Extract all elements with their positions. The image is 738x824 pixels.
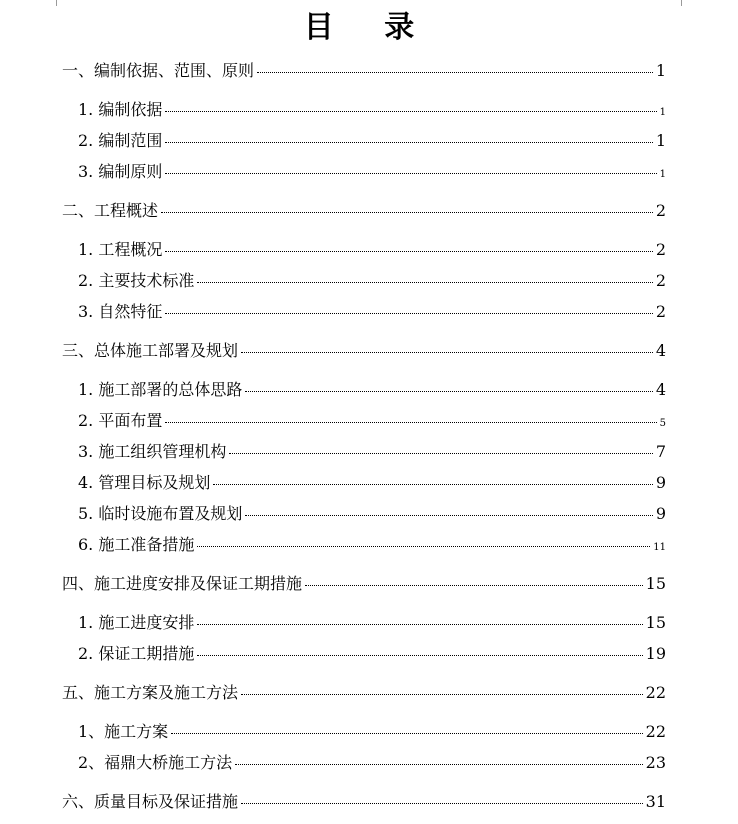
toc-entry-label: 1. 施工进度安排	[78, 613, 195, 632]
toc-entry[interactable]	[78, 720, 666, 744]
toc-entry[interactable]	[78, 300, 666, 324]
toc-dot-leader	[165, 142, 652, 143]
toc-dot-leader	[241, 803, 643, 804]
toc-entry[interactable]	[78, 751, 666, 775]
toc-entry[interactable]	[78, 440, 666, 464]
toc-entry-label: 2、福鼎大桥施工方法	[78, 753, 233, 772]
toc-entry[interactable]	[78, 642, 666, 666]
toc-entry-page-number: 2	[655, 240, 666, 259]
toc-entry-label: 4. 管理目标及规划	[78, 473, 211, 492]
toc-entry-label: 1、施工方案	[78, 722, 169, 741]
toc-entry-label: 一、编制依据、范围、原则	[62, 61, 255, 80]
toc-dot-leader	[241, 694, 643, 695]
toc-dot-leader	[305, 585, 643, 586]
toc-dot-leader	[229, 453, 652, 454]
toc-entry[interactable]	[78, 471, 666, 495]
toc-entry[interactable]	[78, 378, 666, 402]
toc-entry[interactable]	[78, 238, 666, 262]
toc-dot-leader	[197, 282, 652, 283]
toc-entry-page-number: 11	[653, 542, 666, 553]
toc-entry-page-number: 9	[655, 473, 666, 492]
toc-entry-page-number: 31	[645, 792, 666, 811]
toc-entry-label: 六、质量目标及保证措施	[62, 792, 239, 811]
toc-entry[interactable]	[78, 129, 666, 153]
toc-entry-page-number: 22	[645, 683, 666, 702]
toc-dot-leader	[197, 546, 650, 547]
toc-dot-leader	[197, 655, 642, 656]
toc-entry-label: 2. 编制范围	[78, 131, 163, 150]
toc-dot-leader	[165, 313, 652, 314]
toc-entry-label: 五、施工方案及施工方法	[62, 683, 239, 702]
toc-entry-page-number: 19	[645, 644, 666, 663]
toc-entry[interactable]	[62, 790, 666, 814]
toc-entry-label: 2. 主要技术标准	[78, 271, 195, 290]
toc-entry[interactable]	[62, 339, 666, 363]
toc-entry-label: 四、施工进度安排及保证工期措施	[62, 574, 303, 593]
toc-dot-leader	[235, 764, 642, 765]
toc-dot-leader	[245, 515, 652, 516]
toc-dot-leader	[165, 173, 656, 174]
toc-entry-page-number: 2	[655, 201, 666, 220]
toc-entry-label: 二、工程概述	[62, 201, 159, 220]
toc-entry-label: 5. 临时设施布置及规划	[78, 504, 243, 523]
toc-entry[interactable]	[62, 59, 666, 83]
toc-entry-page-number: 15	[645, 613, 666, 632]
toc-entry-page-number: 1	[659, 107, 666, 118]
toc-entry-page-number: 1	[655, 131, 666, 150]
toc-dot-leader	[241, 352, 653, 353]
toc-entry-label: 1. 工程概况	[78, 240, 163, 259]
toc-entry-page-number: 22	[645, 722, 666, 741]
toc-entry[interactable]	[78, 611, 666, 635]
page-corner-mark-right	[681, 0, 696, 6]
toc-entry-page-number: 1	[655, 61, 666, 80]
toc-entry-label: 2. 平面布置	[78, 411, 163, 430]
toc-entry[interactable]	[78, 533, 666, 557]
toc-entry-page-number: 5	[659, 418, 666, 429]
toc-entry[interactable]	[62, 572, 666, 596]
toc-dot-leader	[165, 422, 656, 423]
toc-entry-label: 2. 保证工期措施	[78, 644, 195, 663]
toc-entry[interactable]	[62, 199, 666, 223]
toc-entry-label: 3. 施工组织管理机构	[78, 442, 227, 461]
toc-entry-label: 1. 编制依据	[78, 100, 163, 119]
toc-entry[interactable]	[78, 269, 666, 293]
toc-title: 目 录	[303, 10, 435, 45]
toc-entry[interactable]	[78, 409, 666, 433]
toc-entry[interactable]	[78, 160, 666, 184]
toc-entry-page-number: 2	[655, 302, 666, 321]
toc-dot-leader	[165, 251, 652, 252]
toc-entry-label: 1. 施工部署的总体思路	[78, 380, 243, 399]
toc-entry-page-number: 4	[655, 380, 666, 399]
toc-entry-page-number: 7	[655, 442, 666, 461]
toc-entry[interactable]	[78, 502, 666, 526]
toc-dot-leader	[171, 733, 642, 734]
toc-dot-leader	[165, 111, 656, 112]
toc-dot-leader	[257, 72, 653, 73]
toc-dot-leader	[245, 391, 652, 392]
toc-entry-page-number: 23	[645, 753, 666, 772]
toc-dot-leader	[213, 484, 652, 485]
toc-entry-label: 3. 编制原则	[78, 162, 163, 181]
toc-dot-leader	[197, 624, 642, 625]
toc-entry[interactable]	[78, 98, 666, 122]
toc-dot-leader	[161, 212, 653, 213]
toc-entry-page-number: 1	[659, 169, 666, 180]
toc-entry[interactable]	[62, 681, 666, 705]
toc-entry-page-number: 9	[655, 504, 666, 523]
toc-entry-page-number: 4	[655, 341, 666, 360]
toc-entry-label: 三、总体施工部署及规划	[62, 341, 239, 360]
page-corner-mark-left	[42, 0, 57, 6]
toc-entry-page-number: 2	[655, 271, 666, 290]
toc-entry-page-number: 15	[645, 574, 666, 593]
toc-entry-label: 3. 自然特征	[78, 302, 163, 321]
toc-entry-label: 6. 施工准备措施	[78, 535, 195, 554]
